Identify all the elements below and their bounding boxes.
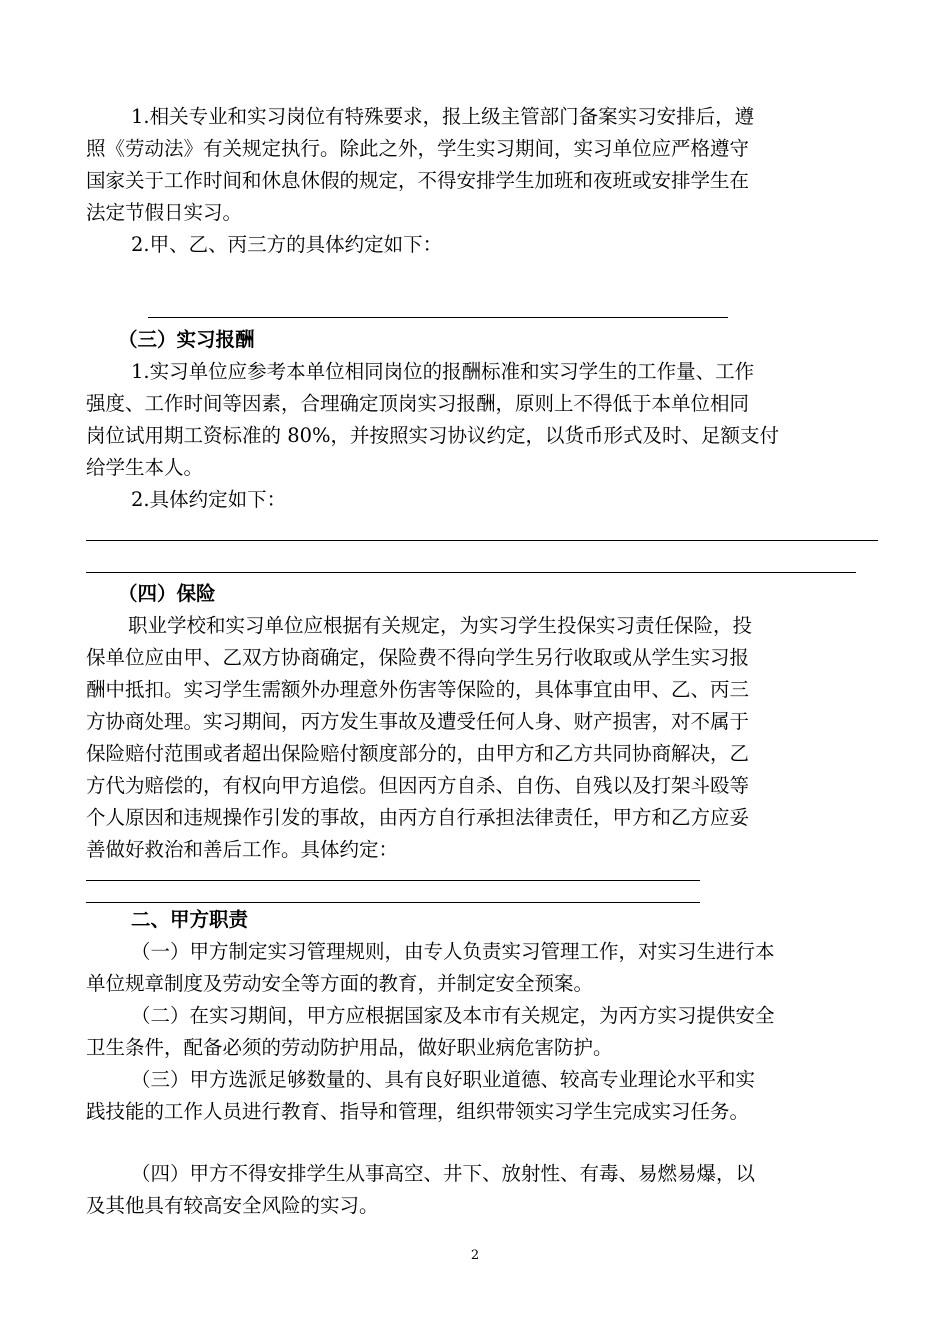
pay-item1-line1: 1.实习单位应参考本单位相同岗位的报酬标准和实习学生的工作量、工作 xyxy=(131,360,755,383)
page-number: 2 xyxy=(470,1248,480,1263)
party-a-item3-line2: 践技能的工作人员进行教育、指导和管理，组织带领实习学生完成实习任务。 xyxy=(86,1100,750,1123)
party-a-item2-line1: （二）在实习期间，甲方应根据国家及本市有关规定，为丙方实习提供安全 xyxy=(131,1004,775,1027)
pay-item1-line3: 岗位试用期工资标准的 80%，并按照实习协议约定，以货币形式及时、足额支付 xyxy=(86,424,780,447)
party-a-item1-line1: （一）甲方制定实习管理规则，由专人负责实习管理工作，对实习生进行本 xyxy=(131,940,775,963)
work-time-item2: 2.甲、乙、丙三方的具体约定如下： xyxy=(131,233,443,256)
insurance-line3: 酬中抵扣。实习学生需额外办理意外伤害等保险的，具体事宜由甲、乙、丙三 xyxy=(86,678,750,701)
fill-in-blank-line xyxy=(86,880,700,881)
party-a-heading: 二、甲方职责 xyxy=(131,908,249,931)
pay-heading: （三）实习报酬 xyxy=(118,328,255,351)
insurance-line8: 善做好救治和善后工作。具体约定： xyxy=(86,838,399,861)
insurance-line2: 保单位应由甲、乙双方协商确定，保险费不得向学生另行收取或从学生实习报 xyxy=(86,646,750,669)
pay-item1-line4: 给学生本人。 xyxy=(86,456,204,479)
insurance-line6: 方代为赔偿的，有权向甲方追偿。但因丙方自杀、自伤、自残以及打架斗殴等 xyxy=(86,774,750,797)
party-a-item4-line2: 及其他具有较高安全风险的实习。 xyxy=(86,1194,379,1217)
party-a-item1-line2: 单位规章制度及劳动安全等方面的教育，并制定安全预案。 xyxy=(86,972,594,995)
work-time-item1-line3: 国家关于工作时间和休息休假的规定，不得安排学生加班和夜班或安排学生在 xyxy=(86,169,750,192)
pay-item1-line2: 强度、工作时间等因素，合理确定顶岗实习报酬，原则上不得低于本单位相同 xyxy=(86,392,750,415)
pay-item2: 2.具体约定如下： xyxy=(131,488,287,511)
fill-in-blank-line xyxy=(86,572,856,573)
fill-in-blank-line xyxy=(148,317,728,318)
insurance-line5: 保险赔付范围或者超出保险赔付额度部分的，由甲方和乙方共同协商解决，乙 xyxy=(86,742,750,765)
party-a-item4-line1: （四）甲方不得安排学生从事高空、井下、放射性、有毒、易燃易爆，以 xyxy=(131,1162,756,1185)
work-time-item1-line1: 1.相关专业和实习岗位有特殊要求，报上级主管部门备案实习安排后，遵 xyxy=(131,105,755,128)
fill-in-blank-line xyxy=(86,540,878,541)
fill-in-blank-line xyxy=(86,902,700,903)
party-a-item3-line1: （三）甲方选派足够数量的、具有良好职业道德、较高专业理论水平和实 xyxy=(131,1068,756,1091)
insurance-line4: 方协商处理。实习期间，丙方发生事故及遭受任何人身、财产损害，对不属于 xyxy=(86,710,750,733)
work-time-item1-line4: 法定节假日实习。 xyxy=(86,201,243,224)
insurance-line1: 职业学校和实习单位应根据有关规定，为实习学生投保实习责任保险，投 xyxy=(128,614,753,637)
insurance-heading: （四）保险 xyxy=(118,582,216,605)
insurance-line7: 个人原因和违规操作引发的事故，由丙方自行承担法律责任，甲方和乙方应妥 xyxy=(86,806,750,829)
work-time-item1-line2: 照《劳动法》有关规定执行。除此之外，学生实习期间，实习单位应严格遵守 xyxy=(86,137,750,160)
party-a-item2-line2: 卫生条件，配备必须的劳动防护用品，做好职业病危害防护。 xyxy=(86,1036,613,1059)
